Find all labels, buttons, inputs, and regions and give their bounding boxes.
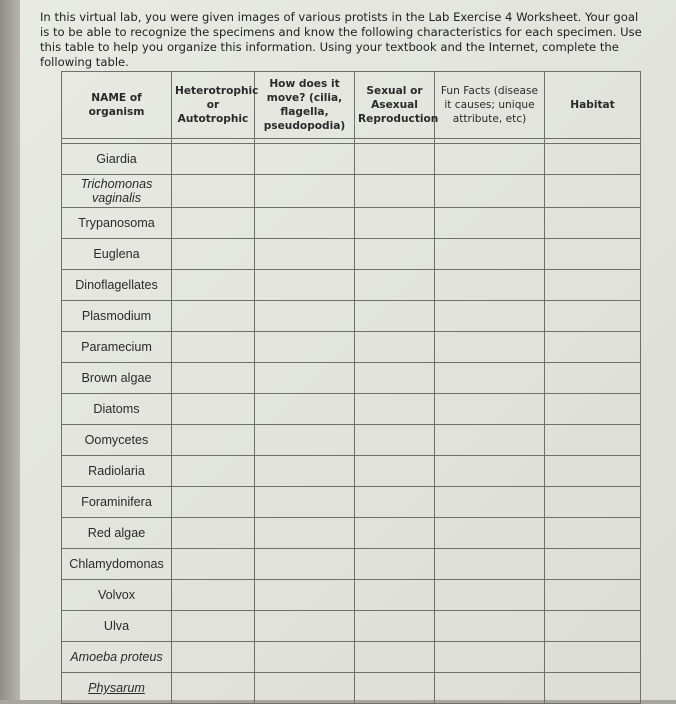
organism-name-cell: Brown algae [62, 363, 172, 394]
answer-cell[interactable] [172, 270, 255, 301]
organism-name-cell: Plasmodium [62, 301, 172, 332]
answer-cell[interactable] [355, 363, 435, 394]
answer-cell[interactable] [255, 456, 355, 487]
answer-cell[interactable] [172, 175, 255, 208]
answer-cell[interactable] [255, 270, 355, 301]
organism-name-cell: Foraminifera [62, 487, 172, 518]
answer-cell[interactable] [172, 301, 255, 332]
table-row [62, 301, 641, 332]
organism-name-cell: Chlamydomonas [62, 549, 172, 580]
organism-name-cell: Ulva [62, 611, 172, 642]
answer-cell[interactable] [172, 549, 255, 580]
organism-name-cell: Physarum [62, 673, 172, 704]
answer-cell[interactable] [172, 580, 255, 611]
answer-cell[interactable] [355, 301, 435, 332]
answer-cell[interactable] [172, 487, 255, 518]
answer-cell[interactable] [355, 239, 435, 270]
table-row [62, 270, 641, 301]
answer-cell[interactable] [172, 239, 255, 270]
answer-cell[interactable] [172, 208, 255, 239]
table-row [62, 580, 641, 611]
header-reproduction: Sexual or Asexual Reproduction [355, 72, 435, 139]
answer-cell[interactable] [435, 332, 545, 363]
answer-cell[interactable] [435, 487, 545, 518]
answer-cell[interactable] [255, 332, 355, 363]
table-row [62, 144, 641, 175]
answer-cell[interactable] [355, 673, 435, 704]
answer-cell[interactable] [255, 175, 355, 208]
answer-cell[interactable] [545, 642, 641, 673]
answer-cell[interactable] [355, 642, 435, 673]
answer-cell[interactable] [545, 394, 641, 425]
organism-name-cell: Amoeba proteus [62, 642, 172, 673]
answer-cell[interactable] [435, 673, 545, 704]
protist-table [61, 71, 641, 704]
table-row [62, 673, 641, 704]
answer-cell[interactable] [172, 611, 255, 642]
answer-cell[interactable] [545, 363, 641, 394]
answer-cell[interactable] [255, 301, 355, 332]
answer-cell[interactable] [435, 642, 545, 673]
table-row [62, 394, 641, 425]
answer-cell[interactable] [435, 580, 545, 611]
answer-cell[interactable] [545, 549, 641, 580]
answer-cell[interactable] [435, 144, 545, 175]
table-row [62, 518, 641, 549]
answer-cell[interactable] [545, 175, 641, 208]
answer-cell[interactable] [355, 270, 435, 301]
answer-cell[interactable] [435, 208, 545, 239]
answer-cell[interactable] [435, 549, 545, 580]
header-name-of-organism: NAME of organism [62, 72, 172, 139]
table-row [62, 642, 641, 673]
table-row [62, 363, 641, 394]
intro-paragraph: In this virtual lab, you were given images of various protists in the Lab Exercise 4 Worksheet. Your goal is to be able to recognize the specimens and know the following characteristics for each specimen. Use this table to help you organize this information. Using your textbook and the Internet, complete the following table. [40, 10, 642, 69]
answer-cell[interactable] [172, 363, 255, 394]
organism-name-cell: Paramecium [62, 332, 172, 363]
answer-cell[interactable] [355, 144, 435, 175]
answer-cell[interactable] [435, 175, 545, 208]
answer-cell[interactable] [172, 673, 255, 704]
answer-cell[interactable] [435, 270, 545, 301]
organism-name-cell: Radiolaria [62, 456, 172, 487]
answer-cell[interactable] [435, 611, 545, 642]
table-row [62, 425, 641, 456]
answer-cell[interactable] [355, 394, 435, 425]
answer-cell[interactable] [355, 175, 435, 208]
answer-cell[interactable] [355, 487, 435, 518]
answer-cell[interactable] [545, 456, 641, 487]
table-row [62, 549, 641, 580]
table-row [62, 456, 641, 487]
answer-cell[interactable] [545, 673, 641, 704]
header-habitat: Habitat [545, 72, 641, 139]
organism-name-cell: Euglena [62, 239, 172, 270]
answer-cell[interactable] [435, 394, 545, 425]
answer-cell[interactable] [255, 425, 355, 456]
answer-cell[interactable] [255, 518, 355, 549]
table-header-row [62, 72, 641, 139]
answer-cell[interactable] [435, 363, 545, 394]
answer-cell[interactable] [435, 518, 545, 549]
organism-name-cell: Giardia [62, 144, 172, 175]
answer-cell[interactable] [545, 270, 641, 301]
answer-cell[interactable] [545, 208, 641, 239]
answer-cell[interactable] [255, 673, 355, 704]
answer-cell[interactable] [255, 144, 355, 175]
answer-cell[interactable] [255, 549, 355, 580]
table-row [62, 611, 641, 642]
answer-cell[interactable] [255, 208, 355, 239]
answer-cell[interactable] [355, 611, 435, 642]
answer-cell[interactable] [355, 425, 435, 456]
answer-cell[interactable] [172, 518, 255, 549]
answer-cell[interactable] [435, 456, 545, 487]
answer-cell[interactable] [172, 642, 255, 673]
page-edge-shadow [0, 0, 20, 700]
answer-cell[interactable] [355, 580, 435, 611]
table-row [62, 487, 641, 518]
answer-cell[interactable] [172, 394, 255, 425]
organism-name-cell: Diatoms [62, 394, 172, 425]
table-row [62, 332, 641, 363]
organism-name-cell: Red algae [62, 518, 172, 549]
header-fun-facts: Fun Facts (disease it causes; unique attribute, etc) [435, 72, 545, 139]
answer-cell[interactable] [545, 301, 641, 332]
answer-cell[interactable] [255, 611, 355, 642]
answer-cell[interactable] [255, 363, 355, 394]
table-row [62, 239, 641, 270]
answer-cell[interactable] [172, 332, 255, 363]
table-row [62, 208, 641, 239]
organism-name-cell: Volvox [62, 580, 172, 611]
organism-name-cell: Trypanosoma [62, 208, 172, 239]
answer-cell[interactable] [255, 394, 355, 425]
answer-cell[interactable] [355, 456, 435, 487]
answer-cell[interactable] [545, 239, 641, 270]
answer-cell[interactable] [355, 332, 435, 363]
header-nutrition: Heterotrophic or Autotrophic [172, 72, 255, 139]
answer-cell[interactable] [545, 332, 641, 363]
answer-cell[interactable] [172, 456, 255, 487]
organism-name-cell: Oomycetes [62, 425, 172, 456]
answer-cell[interactable] [545, 144, 641, 175]
answer-cell[interactable] [435, 239, 545, 270]
answer-cell[interactable] [435, 425, 545, 456]
answer-cell[interactable] [255, 580, 355, 611]
answer-cell[interactable] [545, 425, 641, 456]
answer-cell[interactable] [172, 144, 255, 175]
table-row [62, 175, 641, 208]
answer-cell[interactable] [545, 580, 641, 611]
answer-cell[interactable] [355, 549, 435, 580]
organism-name-cell: Trichomonas vaginalis [62, 175, 172, 208]
organism-name-cell: Dinoflagellates [62, 270, 172, 301]
answer-cell[interactable] [545, 611, 641, 642]
answer-cell[interactable] [435, 301, 545, 332]
answer-cell[interactable] [355, 518, 435, 549]
answer-cell[interactable] [255, 239, 355, 270]
answer-cell[interactable] [172, 425, 255, 456]
answer-cell[interactable] [545, 518, 641, 549]
answer-cell[interactable] [255, 642, 355, 673]
answer-cell[interactable] [255, 487, 355, 518]
answer-cell[interactable] [545, 487, 641, 518]
answer-cell[interactable] [355, 208, 435, 239]
header-movement: How does it move? (cilia, flagella, pseudopodia) [255, 72, 355, 139]
